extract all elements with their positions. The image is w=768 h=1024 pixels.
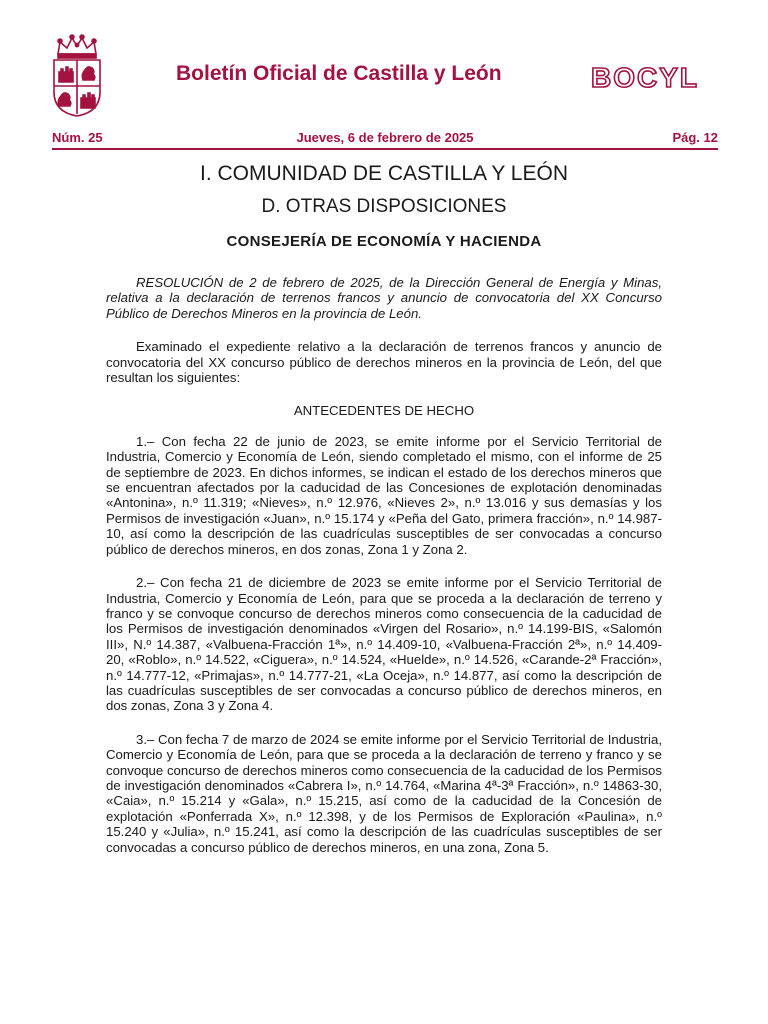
section-heading-level2: D. OTRAS DISPOSICIONES [261, 196, 507, 217]
antecedentes-heading: ANTECEDENTES DE HECHO [293, 403, 475, 419]
antecedente-paragraph: 1.– Con fecha 22 de junio de 2023, se emite informe por el Servicio Territorial de Industria, Comercio y Economía de León, siendo completado el mismo, con el informe de 25 de septiembre de 2023. En dichos informes, se indican el estado de los derechos mineros que se encuentran afectados por la caducidad de las Concesiones de explotación denominadas «Antonina», n.º 11.319; «Nieves», n.º 12.976, «Nieves 2», n.º 13.016 y sus demasías y los Permisos de investigación «Juan», n.º 15.174 y «Peña del Gato, primera fracción», n.º 14.987-10, así como la descripción de las cuadrículas susceptibles de ser convocadas a concurso público de derechos mineros, en dos zonas, Zona 1 y Zona 2. [106, 433, 662, 557]
issue-info-bar [52, 128, 718, 150]
section-heading-level1: I. COMUNIDAD DE CASTILLA Y LEÓN [200, 162, 568, 185]
issue-date: Jueves, 6 de febrero de 2025 [296, 130, 474, 145]
department-heading: CONSEJERÍA DE ECONOMÍA Y HACIENDA [226, 233, 542, 250]
bocyl-logo-text: BOCYL [591, 62, 699, 92]
bulletin-title: Boletín Oficial de Castilla y León [176, 62, 502, 85]
document-body [106, 275, 662, 873]
intro-paragraph: Examinado el expediente relativo a la declaración de terrenos francos y anuncio de convocatoria del XX concurso público de derechos mineros en la provincia de León, del que resultan los siguientes: [106, 339, 662, 386]
bocyl-logo [591, 62, 719, 92]
antecedente-paragraph: 3.– Con fecha 7 de marzo de 2024 se emite informe por el Servicio Territorial de Industria, Comercio y Economía de León, para que se proceda a la declaración de terreno y franco y se convoque concurso de derechos mineros como consecuencia de la caducidad de los Permisos de investigación denominados «Cabrera I», n.º 14.764, «Marina 4ª-3ª Fracción», n.º 14863-30, «Caia», n.º 15.214 y «Gala», n.º 15.215, así como de la caducidad de la Concesión de explotación «Ponferrada X», n.º 12.398, y de los Permisos de Exploración «Paulina», n.º 15.240 y «Julia», n.º 15.241, así como la descripción de las cuadrículas susceptibles de ser convocadas a concurso público de derechos mineros, en una zona, Zona 5. [106, 731, 662, 855]
page-number: Pág. 12 [672, 130, 718, 145]
coat-of-arms-icon [48, 34, 106, 118]
resolution-summary: RESOLUCIÓN de 2 de febrero de 2025, de la Dirección General de Energía y Minas, relativa a la declaración de terrenos francos y anuncio de convocatoria del XX Concurso Público de Derechos Mineros en la provincia de León. [106, 275, 662, 321]
issue-number: Núm. 25 [52, 130, 103, 145]
page-header [0, 0, 768, 145]
antecedente-paragraph: 2.– Con fecha 21 de diciembre de 2023 se emite informe por el Servicio Territorial de Industria, Comercio y Economía de León, para que se proceda a la declaración de terreno y franco y se convoque concurso de derechos mineros como consecuencia de la caducidad de los Permisos de investigación denominados «Virgen del Rosario», n.º 14.199-BIS, «Salomón III», N.º 14.387, «Valbuena-Fracción 1ª», n.º 14.409-10, «Valbuena-Fracción 2ª», n.º 14.409-20, «Roblo», n.º 14.522, «Ciguera», n.º 14.524, «Huelde», n.º 14.526, «Carande-2ª Fracción», n.º 14.777-12, «Primajas», n.º 14.777-21, «La Oceja», n.º 14.877, así como la descripción de las cuadrículas susceptibles de ser convocadas a concurso público de derechos mineros, en dos zonas, Zona 3 y Zona 4. [106, 575, 662, 714]
